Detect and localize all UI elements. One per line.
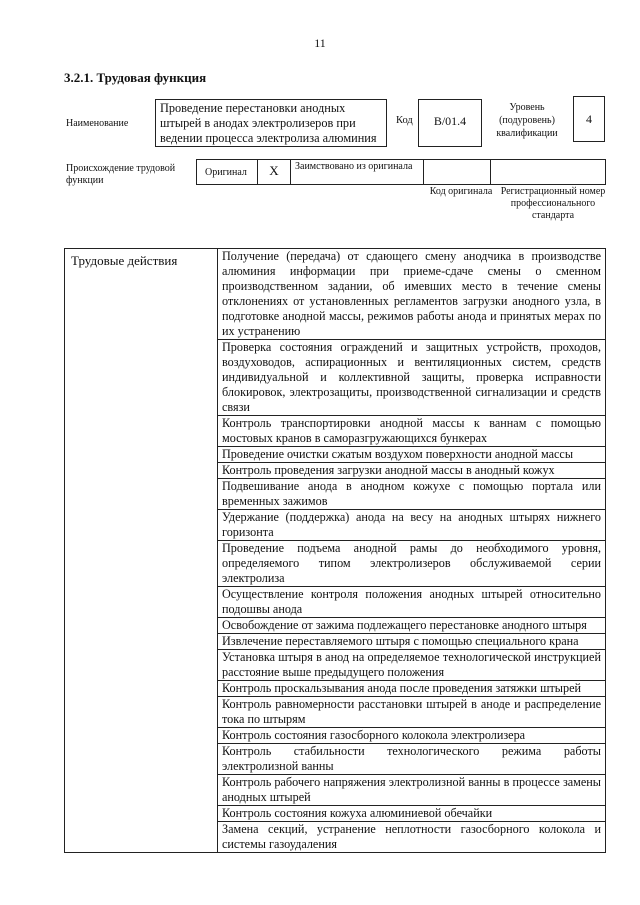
uroven-value: 4 — [573, 96, 605, 142]
action-item: Установка штыря в анод на определяемое технологической инструкцией расстояние выше предыдущего положения — [218, 650, 605, 681]
original-label: Оригинал — [205, 167, 247, 178]
action-item: Освобождение от зажима подлежащего перестановке анодного штыря — [218, 618, 605, 634]
action-item: Проведение подъема анодной рамы до необходимого уровня, определяемого типом электролизеров обслуживаемой серии электролиза — [218, 541, 605, 587]
kod-label: Код — [396, 115, 413, 126]
kod-originala-cell — [423, 159, 491, 185]
borrowed-label: Заимствовано из оригинала — [295, 161, 413, 172]
kod-originala-label: Код оригинала — [429, 186, 493, 197]
naimenovanie-value: Проведение перестановки анодных штырей в анодах электролизеров при ведении процесса электролиза алюминия — [155, 99, 387, 147]
origin-table — [196, 159, 606, 185]
section-title: 3.2.1. Трудовая функция — [64, 70, 207, 85]
action-item: Контроль проскальзывания анода после проведения затяжки штырей — [218, 681, 605, 697]
action-item: Подвешивание анода в анодном кожухе с помощью портала или временных зажимов — [218, 479, 605, 510]
original-mark: X — [257, 159, 291, 185]
page-number: 11 — [314, 36, 326, 50]
reg-nomer-cell — [490, 159, 606, 185]
proiskhozhdenie-label: Происхождение трудовой функции — [66, 163, 176, 186]
action-item: Контроль транспортировки анодной массы к ваннам с помощью мостовых кранов в саморазгружающихся бункерах — [218, 416, 605, 447]
action-item: Осуществление контроля положения анодных штырей относительно подошвы анода — [218, 587, 605, 618]
action-item: Контроль состояния газосборного колокола электролизера — [218, 728, 605, 744]
borrowed-cell — [290, 159, 424, 185]
action-item: Получение (передача) от сдающего смену анодчика в производстве алюминия информации при приеме-сдаче смены о сменном производственном задании, об имевших место в течение смены отклонениях от установленных регламентов загрузки анодного узла, в подготовке анодной массы, режимов работы анода и принятых мерах по их устранению — [218, 249, 605, 340]
uroven-label: Уровень (подуровень) квалификации — [496, 102, 558, 139]
reg-nomer-label: Регистрационный номер профессионального стандарта — [500, 186, 606, 221]
action-item: Контроль состояния кожуха алюминиевой обечайки — [218, 806, 605, 822]
action-item: Контроль проведения загрузки анодной массы в анодный кожух — [218, 463, 605, 479]
action-item: Контроль рабочего напряжения электролизной ванны в процессе замены анодных штырей — [218, 775, 605, 806]
action-item: Проведение очистки сжатым воздухом поверхности анодной массы — [218, 447, 605, 463]
original-label-cell — [196, 159, 258, 185]
action-item: Контроль стабильности технологического режима работы электролизной ванны — [218, 744, 605, 775]
naimenovanie-label: Наименование — [66, 118, 129, 129]
action-item: Удержание (поддержка) анода на весу на анодных штырях нижнего горизонта — [218, 510, 605, 541]
actions-table — [64, 248, 606, 853]
actions-label: Трудовые действия — [65, 249, 218, 853]
action-item: Контроль равномерности расстановки штырей в аноде и распределение тока по штырям — [218, 697, 605, 728]
action-item: Замена секций, устранение неплотности газосборного колокола и системы газоудаления — [222, 822, 601, 851]
action-item: Проверка состояния ограждений и защитных устройств, проходов, воздуховодов, аспирационных и вентиляционных систем, средств индивидуальной и коллективной защиты, проверка исправности блокировок, электрозащиты, производственной сигнализации и средств связи — [218, 340, 605, 416]
action-item: Извлечение переставляемого штыря с помощью специального крана — [218, 634, 605, 650]
actions-list — [218, 249, 606, 853]
kod-value: B/01.4 — [418, 99, 482, 147]
